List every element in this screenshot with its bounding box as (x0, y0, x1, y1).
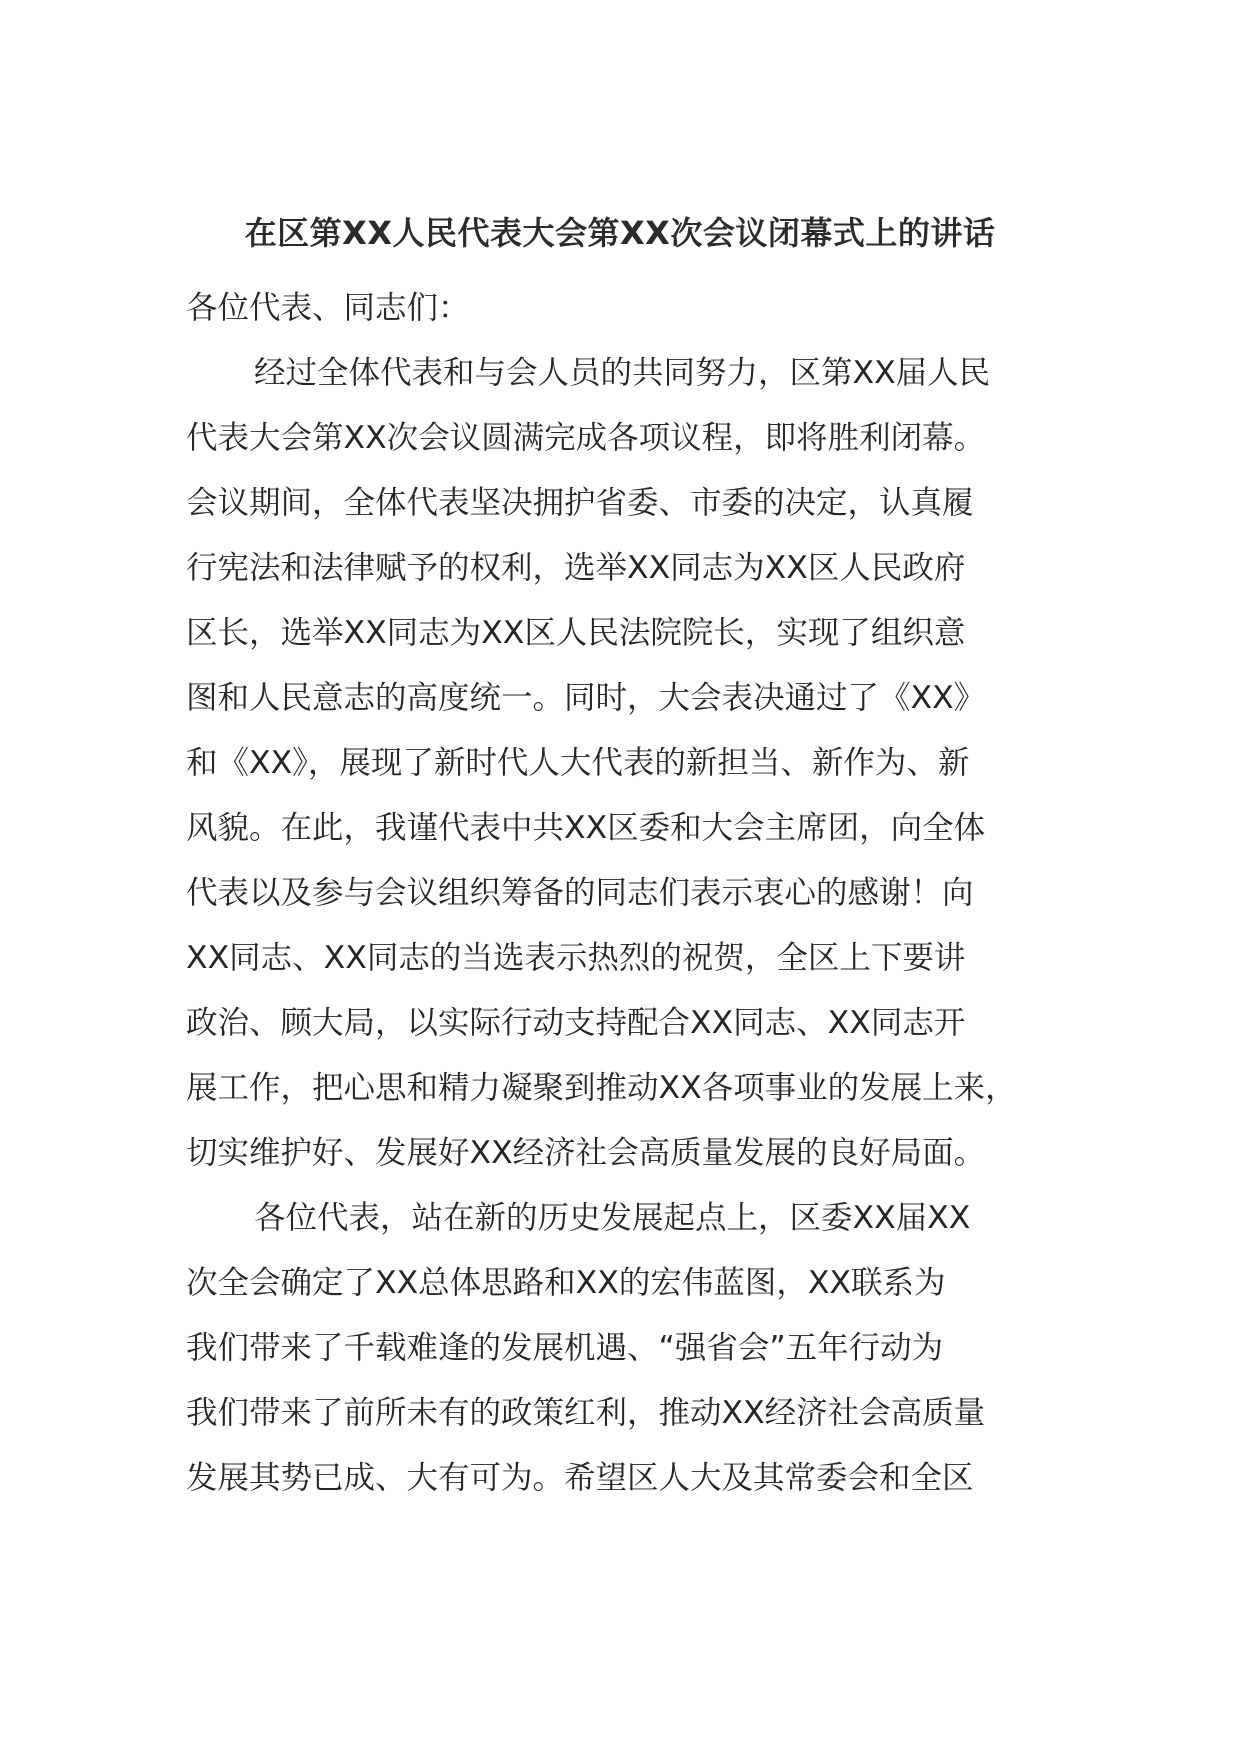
paragraph-line: 我们带来了千载难逢的发展机遇、“强省会”五年行动为 (186, 1330, 944, 1366)
paragraph-line: 代表以及参与会议组织筹备的同志们表示衷心的感谢！向 (186, 875, 974, 911)
page-title: 在区第XX人民代表大会第XX次会议闭幕式上的讲话 (244, 214, 996, 252)
paragraph-line: 发展其势已成、大有可为。希望区人大及其常委会和全区 (186, 1460, 974, 1496)
paragraph-line: 各位代表，站在新的历史发展起点上，区委XX届XX (254, 1200, 971, 1236)
paragraph-line: 经过全体代表和与会人员的共同努力，区第XX届人民 (254, 355, 991, 391)
paragraph-line: 代表大会第XX次会议圆满完成各项议程，即将胜利闭幕。 (186, 420, 986, 456)
paragraph-line: 会议期间，全体代表坚决拥护省委、市委的决定，认真履 (186, 485, 974, 521)
paragraph-line: XX同志、XX同志的当选表示热烈的祝贺，全区上下要讲 (186, 940, 966, 976)
paragraph-line: 展工作，把心思和精力凝聚到推动XX各项事业的发展上来， (186, 1070, 1017, 1106)
paragraph-line: 政治、顾大局，以实际行动支持配合XX同志、XX同志开 (186, 1005, 966, 1041)
paragraph-line: 我们带来了前所未有的政策红利，推动XX经济社会高质量 (186, 1395, 986, 1431)
paragraph-line: 行宪法和法律赋予的权利，选举XX同志为XX区人民政府 (186, 550, 966, 586)
paragraph-line: 次全会确定了XX总体思路和XX的宏伟蓝图，XX联系为 (186, 1265, 946, 1301)
paragraph-line: 区长，选举XX同志为XX区人民法院院长，实现了组织意 (186, 615, 966, 651)
paragraph-line: 和《XX》，展现了新时代人大代表的新担当、新作为、新 (186, 745, 970, 781)
salutation: 各位代表、同志们： (186, 290, 470, 326)
paragraph-line: 切实维护好、发展好XX经济社会高质量发展的良好局面。 (186, 1135, 986, 1171)
paragraph-line: 图和人民意志的高度统一。同时，大会表决通过了《XX》 (186, 680, 986, 716)
paragraph-line: 风貌。在此，我谨代表中共XX区委和大会主席团，向全体 (186, 810, 986, 846)
document-body (186, 276, 1086, 1511)
